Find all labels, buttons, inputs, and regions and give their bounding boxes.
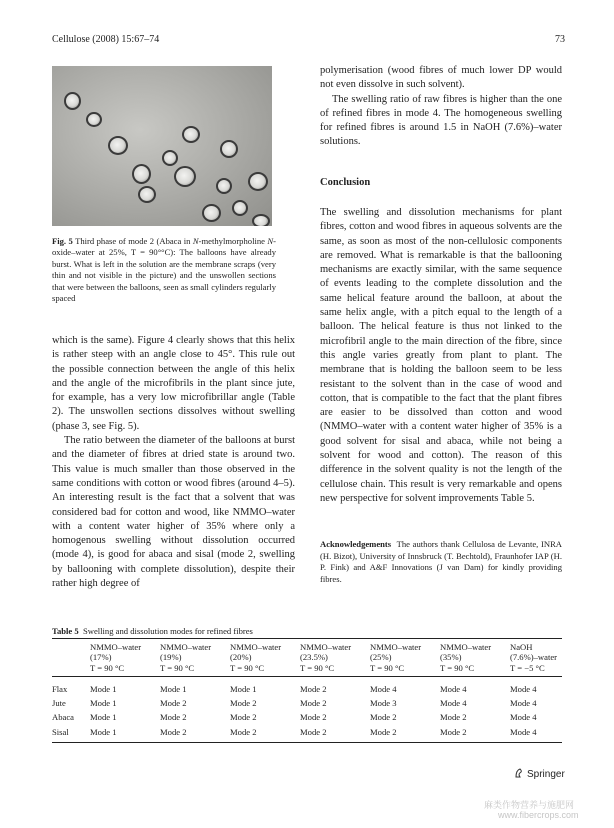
paragraph-text: clearly shows that this helix is rather steep with an angle close to 45°. This rule out the possible connection between the angle of this helix and the angle of the microfibrils in the plant since jute, for example, has a very low microfibrillar angle (Table [52,335,295,404]
table-cell: Mode 2 [230,712,257,723]
balloon-shape [248,172,268,191]
table-cell: Mode 2 [230,698,257,709]
table-caption-text: Swelling and dissolution modes for refined fibres [82,626,253,636]
table-cell: Mode 2 [160,726,187,737]
springer-horse-icon [514,768,524,778]
paragraph-text: ). The unswollen sections dissolves without swelling (phase 3, see Fig. [52,406,295,432]
body-paragraph [320,206,562,506]
table-cell: Mode 4 [510,683,537,694]
body-paragraph: The ratio between the diameter of the balloons at burst and the diameter of fibres at dried state is around two. This value is much smaller than those observed in the same conditions with cotton or wood fibres (around 4–5). An interesting result is the fact that a solvent that was considered bad for cotton and wood, like NMMO–water with a content water higher of 35% where only a homogenous swelling without dissolution occurred (mode 4), is good for abaca and sisal (mode 2, swelling by ballooning with complete dissolution), despite their rather high degree of [52,435,295,590]
table-header-row [52,639,562,677]
column-header: NMMO–water (35%) T = 90 °C [440,642,492,673]
balloon-shape [174,166,196,187]
table-cell: Mode 4 [440,683,467,694]
balloon-shape [202,204,221,222]
balloon-shape [64,92,81,110]
column-header: NMMO–water (25%) T = 90 °C [370,642,422,673]
table-cell: Mode 2 [300,712,327,723]
body-paragraph [52,334,295,434]
right-column-top [320,64,562,150]
caption-text: -methylmorpholine [198,236,268,246]
table-caption [52,626,253,636]
acknowledgements-label: Acknowledgements [320,539,392,549]
caption-text: -oxide–water at 25%, T = 90°°C): The balloons have already burst. What is left in the solution are the membrane scraps (very thin and not visible in the picture) and the unswollen sections that were between the balloons, seen as small cylinders regularly spaced [52,236,277,304]
paragraph-text: . [531,492,535,504]
table-cell: Mode 1 [90,683,117,694]
paragraph-text: The swelling and dissolution mechanisms for plant fibres, cotton and wood fibres in aqueous solvents are the same, as soon as most of the non-cellulosic components are removed. What is remarkable is that the ballooning mechanisms are exactly similar, with the same sequence of events leading to the complete dissolution and the same helical feature around the balloon, at about the same helix angle, with a pitch equal to the length of a balloon. The helical feature is thus not linked to the microfibril angle to the main direction of the fibre, since this angle varies greatly from plant to plant. The membrane that is holding the balloon seem to be less resistant to the solvent than in the case of wood and cotton, that is compatible to the fact that the plant fibres are easier to be dissolved than cotton and wood (NMMO–water with a content water higher of 35% is a good solvent for sisal and abaca, while not being a solvent for wood and cotton). The reason of this difference in the solvent quality is not the length of the cellulose chain. This result is very remarkable and opens new perspective for solvent improvements Table [320,207,562,504]
table-cell: Mode 1 [230,683,257,694]
table-cell: Mode 4 [510,726,537,737]
table-row [52,725,562,743]
figure-caption [52,236,276,304]
table-cell: Mode 4 [440,698,467,709]
table-row [52,710,562,724]
table-5 [52,638,562,743]
conclusion-body [320,206,562,506]
column-header: NMMO–water (23.5%) T = 90 °C [300,642,352,673]
balloon-shape [108,136,128,155]
table-row [52,696,562,710]
row-label: Abaca [52,712,74,723]
left-column [52,334,295,591]
row-label: Jute [52,698,66,709]
row-label: Flax [52,683,68,694]
paragraph-text: ). [133,420,140,432]
table-label: Table 5 [52,626,79,636]
body-paragraph: The swelling ratio of raw fibres is higher than the one of refined fibres in mode 4. The homogeneous swelling for refined fibres is around 1.5 in NaOH (7.6%)–water solutions. [320,93,562,148]
figure-5-micrograph [52,66,272,226]
table-cell: Mode 4 [510,712,537,723]
table-cell: Mode 3 [370,698,397,709]
balloon-shape [162,150,178,166]
caption-italic: N [267,236,274,246]
publisher-name: Springer [527,769,565,780]
watermark-text: 麻类作物营养与施肥网 [484,800,575,810]
springer-logo [514,768,565,780]
balloon-shape [232,200,248,216]
table-cell: Mode 2 [370,712,397,723]
section-heading-conclusion: Conclusion [320,177,371,188]
balloon-shape [138,186,156,203]
table-reference-link[interactable]: 5 [526,492,532,504]
table-reference-link[interactable]: 2 [52,406,58,418]
table-cell: Mode 2 [300,698,327,709]
watermark-url: www.fibercrops.com [498,810,579,820]
acknowledgements-text: The authors thank Cellulosa de Levante, INRA (H. Bizot), University of Innsbruck (T. Bechtold), Fraunhofer IAP (H. P. Fink) and A&F Innovations (J van Dam) for kindly providing fibres. [320,539,563,584]
table-cell: Mode 1 [90,698,117,709]
figure-reference-link[interactable]: 5 [127,420,134,432]
table-cell: Mode 2 [440,712,467,723]
paragraph-text: which is the same). Figure [52,335,168,346]
table-cell: Mode 2 [300,726,327,737]
table-cell: Mode 2 [160,698,187,709]
column-header: NMMO–water (19%) T = 90 °C [160,642,212,673]
table-cell: Mode 4 [510,698,537,709]
table-cell: Mode 2 [300,683,327,694]
figure-label: Fig. 5 [52,236,73,246]
balloon-shape [86,112,102,127]
table-cell: Mode 2 [160,712,187,723]
table-cell: Mode 2 [440,726,467,737]
balloon-shape [182,126,200,143]
acknowledgements [320,539,562,585]
balloon-shape [252,214,270,226]
running-head: Cellulose (2008) 15:67–74 [52,34,160,45]
caption-text: Third phase of mode 2 (Abaca in [75,236,193,246]
body-paragraph: polymerisation (wood fibres of much lower DP would not even dissolve in such solvent). [320,65,562,91]
column-header: NMMO–water (20%) T = 90 °C [230,642,282,673]
table-cell: Mode 1 [90,726,117,737]
balloon-shape [216,178,232,194]
table-cell: Mode 4 [370,683,397,694]
page-number: 73 [555,34,565,45]
table-cell: Mode 2 [370,726,397,737]
table-cell: Mode 1 [160,683,187,694]
row-label: Sisal [52,726,69,737]
column-header [52,639,90,677]
caption-italic: N [192,236,199,246]
column-header: NaOH (7.6%)–water T = −5 °C [510,642,558,673]
table-row [52,676,562,696]
balloon-shape [132,164,151,184]
figure-reference-link[interactable]: 4 [167,335,174,346]
table-cell: Mode 1 [90,712,117,723]
column-header: NMMO–water (17%) T = 90 °C [90,642,142,673]
table-cell: Mode 2 [230,726,257,737]
balloon-shape [220,140,238,158]
